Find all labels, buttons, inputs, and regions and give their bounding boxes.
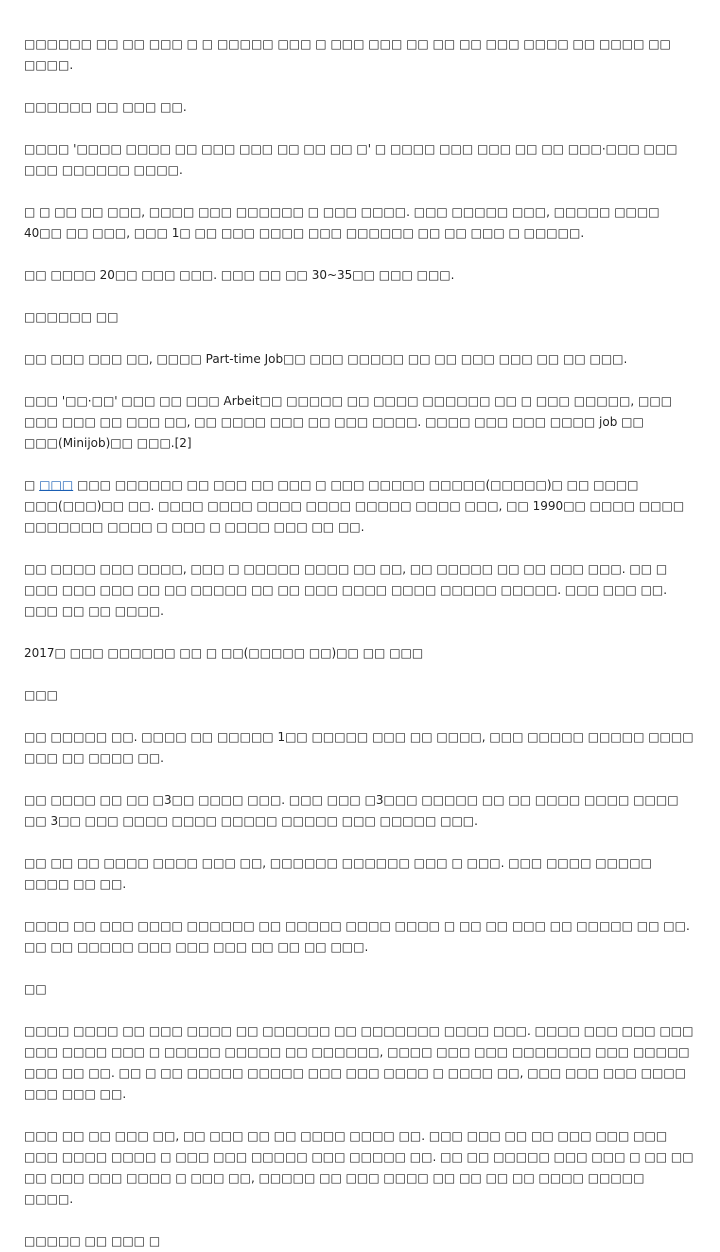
paragraph-3: □□□□ '□□□□ □□□□ □□ □□□ □□□ □□ □□ □□ □' □ □□□□ □□□ □□□ □□ □□ □□□·□□□ □□□ □□□ □□□□□□ □□□□. bbox=[24, 142, 678, 177]
paragraph-10: □□ □□□□ □□□ □□□□, □□□ □ □□□□□ □□□□ □□ □□, □□ □□□□□ □□ □□ □□□ □□□. □□ □ □□□ □□□ □□□ □□ □□ □□□□□ □□ □□ □□□ □□□□ □□□□ □□□□□ □□□□□. □□□ □□□ □□. □□□ □□ □□ □□□□. bbox=[24, 562, 668, 618]
inline-link[interactable]: □□□ bbox=[39, 478, 74, 492]
paragraph-15: □□ □□ □□ □□□□ □□□□ □□□ □□, □□□□□□ □□□□□□ □□□ □ □□□. □□□ □□□□ □□□□□ □□□□ □□ □□. bbox=[24, 856, 652, 891]
paragraph-16: □□□□ □□ □□□ □□□□ □□□□□□ □□ □□□□□ □□□□ □□□□ □ □□ □□ □□□ □□ □□□□□ □□ □□. □□ □□ □□□□□ □□□ □□□ □□□ □□ □□ □□ □□□. bbox=[24, 919, 690, 954]
section-heading-3: □□ bbox=[24, 982, 47, 996]
paragraph-1: □□□□□□ □□ □□ □□□ □ □ □□□□□ □□□ □ □□□ □□□ □□ □□ □□ □□□ □□□□ □□ □□□□ □□ □□□□. bbox=[24, 37, 671, 72]
paragraph-4: □ □ □□ □□ □□□, □□□□ □□□ □□□□□□ □ □□□ □□□□. □□□ □□□□□ □□□, □□□□□ □□□□ 40□□ □□ □□□, □□□ 1□ □□ □□□ □□□□ □□□ □□□□□□ □□ □□ □□□ □ □□□□□. bbox=[24, 205, 660, 240]
paragraph-9-text-before: □ bbox=[24, 478, 40, 492]
paragraph-20: □□□□□ □□ □□□ □ bbox=[24, 1234, 161, 1248]
paragraph-18: □□□□ □□□□ □□ □□□ □□□□ □□ □□□□□□ □□ □□□□□□□ □□□□ □□□. □□□□ □□□ □□□ □□□ □□□ □□□□ □□□ □ □□□□□ □□□□□ □□ □□□□□□, □□□□ □□□ □□□ □□□□□□□ □□□ □□□□□ □□□ □□ □□. □□ □ □□ □□□□□ □□□□□ □□□ □□□ □□□□ □ □□□□ □□, □□□ □□□ □□□ □□□□ □□□ □□□ □□. bbox=[24, 1024, 694, 1101]
section-heading-2: □□□ bbox=[24, 688, 59, 702]
paragraph-11: 2017□ □□□ □□□□□□ □□ □ □□(□□□□□ □□)□□ □□ □□□ bbox=[24, 646, 424, 660]
paragraph-7: □□ □□□ □□□ □□, □□□□ Part-time Job□□ □□□ □□□□□ □□ □□ □□□ □□□ □□ □□ □□□. bbox=[24, 352, 628, 366]
paragraph-13: □□ □□□□□ □□. □□□□ □□ □□□□□ 1□□ □□□□□ □□□ □□ □□□□, □□□ □□□□□ □□□□□ □□□□ □□□ □□ □□□□ □□. bbox=[24, 730, 694, 765]
paragraph-9-text-after: □□□ □□□□□□ □□ □□□ □□ □□□ □ □□□ □□□□□ □□□□□(□□□□□)□ □□ □□□□ □□□(□□□)□□ □□. □□□□ □□□□ □□□□ □□□□ □□□□□ □□□□ □□□, □□ 1990□□ □□□□ □□□□ □□□□□□□ □□□□ □ □□□ □ □□□□ □□□ □□ □□. bbox=[24, 478, 685, 534]
paragraph-8: □□□ '□□·□□' □□□ □□ □□□ Arbeit□□ □□□□□ □□ □□□□ □□□□□□ □□ □ □□□ □□□□□, □□□ □□□ □□□ □□ □□□ □□, □□ □□□□ □□□ □□ □□□ □□□□. □□□□ □□□ □□□ □□□□ job □□ □□□(Minijob)□□ □□□.[2] bbox=[24, 394, 673, 450]
paragraph-2: □□□□□□ □□ □□□ □□. bbox=[24, 100, 187, 114]
paragraph-9 bbox=[24, 475, 696, 538]
paragraph-19: □□□ □□ □□ □□□ □□, □□ □□□ □□ □□ □□□□ □□□□ □□. □□□ □□□ □□ □□ □□□ □□□ □□□ □□□ □□□□ □□□□ □ □□□ □□□ □□□□□ □□□ □□□□□ □□. □□ □□ □□□□□ □□□ □□□ □ □□ □□ □□ □□□ □□□ □□□□ □ □□□ □□, □□□□□ □□ □□□ □□□□ □□ □□ □□ □□ □□□□ □□□□□ □□□□. bbox=[24, 1129, 694, 1206]
paragraph-5: □□ □□□□ 20□□ □□□ □□□. □□□ □□ □□ 30~35□□ □□□ □□□. bbox=[24, 268, 455, 282]
paragraph-14: □□ □□□□ □□ □□ □3□□ □□□□ □□□. □□□ □□□ □3□□□ □□□□□ □□ □□ □□□□ □□□□ □□□□ □□ 3□□ □□□ □□□□ □□□□ □□□□□ □□□□□ □□□ □□□□□ □□□. bbox=[24, 793, 679, 828]
section-heading-1: □□□□□□ □□ bbox=[24, 310, 119, 324]
